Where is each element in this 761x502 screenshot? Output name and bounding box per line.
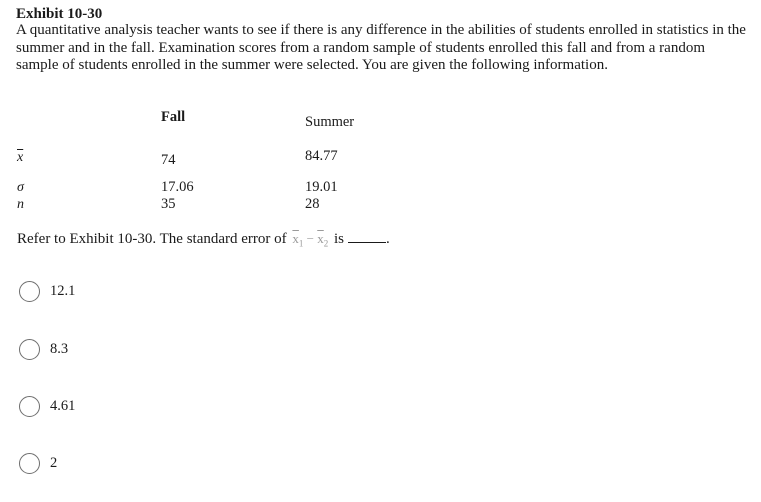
formula-x1: $\overline{x}$ [292, 231, 299, 246]
row-xbar-summer: 84.77 [305, 148, 338, 164]
answer-blank [348, 230, 386, 243]
exhibit-description: A quantitative analysis teacher wants to see if there is any difference in the abilities of students enrolled in statistics in the summer and in the fall. Examination scores from a random sample of students enrolled this fall and from a random sample of students enrolled in the summer were selected. You are given the following information. [16, 22, 746, 73]
column-header-fall: Fall [161, 109, 186, 125]
radio-button[interactable] [19, 396, 40, 417]
answer-option-1[interactable] [19, 281, 75, 302]
answer-option-2[interactable] [19, 339, 68, 360]
formula-sub1: 1 [298, 238, 304, 249]
row-sigma-summer: 19.01 [305, 179, 338, 195]
radio-button[interactable] [19, 281, 40, 302]
formula-minus: − [303, 231, 318, 246]
answer-option-4[interactable] [19, 453, 57, 474]
row-xbar-symbol: $\overline{x}$ [17, 150, 24, 165]
row-sigma-symbol: σ [17, 180, 24, 195]
formula-sub2: 2 [323, 238, 329, 249]
option-label: 2 [50, 455, 58, 471]
question-suffix: is [334, 231, 345, 247]
option-label: 12.1 [50, 283, 76, 299]
row-n-fall: 35 [161, 196, 176, 212]
row-n-symbol: n [17, 197, 24, 212]
standard-error-formula [292, 231, 329, 249]
formula-x2: $\overline{x}$ [317, 231, 324, 246]
row-n-summer: 28 [305, 196, 320, 212]
column-header-summer: Summer [305, 114, 355, 130]
option-label: 8.3 [50, 341, 69, 357]
answer-option-3[interactable] [19, 396, 75, 417]
row-xbar-fall: 74 [161, 152, 176, 168]
question-text: Refer to Exhibit 10-30. The standard error of $\overline{x}_1 - \overline{x}_2$ is . [17, 231, 390, 249]
radio-button[interactable] [19, 339, 40, 360]
radio-button[interactable] [19, 453, 40, 474]
question-prefix: Refer to Exhibit 10-30. The standard error of [17, 231, 287, 247]
row-sigma-fall: 17.06 [161, 179, 194, 195]
exhibit-title: Exhibit 10-30 [16, 6, 103, 22]
option-label: 4.61 [50, 398, 76, 414]
